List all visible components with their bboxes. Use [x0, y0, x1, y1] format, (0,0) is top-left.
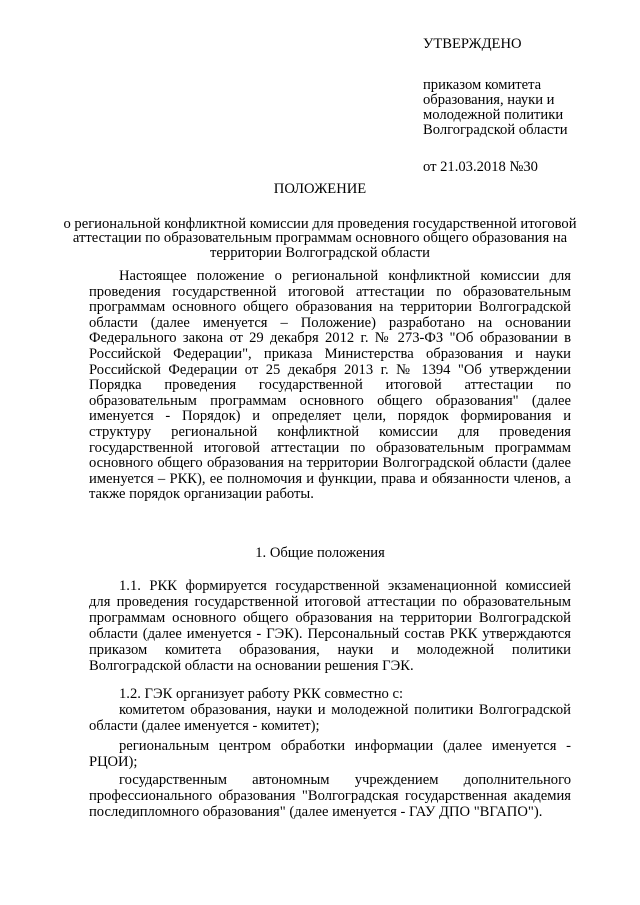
list-item-rcoi: региональным центром обработки информации (далее именуется - РЦОИ);: [89, 738, 571, 770]
document-title: ПОЛОЖЕНИЕ: [273, 181, 367, 197]
list-item-committee: комитетом образования, науки и молодежной политики Волгоградской области (далее именуется - комитет);: [89, 702, 571, 734]
paragraph-1-2: 1.2. ГЭК организует работу РКК совместно с:: [119, 686, 404, 702]
list-item-gau: государственным автономным учреждением дополнительного профессионального образования "Волгоградская государственная академия последипломного образования" (далее именуется - ГАУ ДПО "ВГАПО").: [89, 772, 571, 820]
document-subtitle: о региональной конфликтной комиссии для проведения государственной итоговой аттестации по образовательным программам основного общего образования на территории Волгоградской области: [63, 216, 577, 261]
approval-date-number: от 21.03.2018 №30: [423, 159, 538, 175]
section-heading: 1. Общие положения: [255, 545, 385, 561]
approval-order-text: приказом комитета образования, науки и молодежной политики Волгоградской области: [423, 77, 568, 138]
paragraph-1-1: 1.1. РКК формируется государственной экзаменационной комиссией для проведения государственной итоговой аттестации по образовательным программам основного общего образования на территории Волгоградской области (далее именуется - ГЭК). Персональный состав РКК утверждаются приказом комитета образования, науки и молодежной политики Волгоградской области на основании решения ГЭК.: [89, 578, 571, 674]
intro-paragraph: Настоящее положение о региональной конфликтной комиссии для проведения государственной итоговой аттестации по образовательным программам основного общего образования на территории Волгоградской области (далее именуется – Положение) разработано на основании Федерального закона от 29 декабря 2012 г. № 273-ФЗ "Об образовании в Российской Федерации", приказа Министерства образования и науки Российской Федерации от 25 декабря 2013 г. № 1394 "Об утверждении Порядка проведения государственной итоговой аттестации по образовательным программам основного общего образования" (далее именуется - Порядок) и определяет цели, порядок формирования и структуру региональной конфликтной комиссии для проведения государственной итоговой аттестации по образовательным программам основного общего образования на территории Волгоградской области (далее именуется – РКК), ее полномочия и функции, права и обязанности членов, а также порядок организации работы.: [89, 268, 571, 503]
approval-block: [423, 37, 603, 175]
approval-stamp: УТВЕРЖДЕНО: [423, 36, 522, 52]
